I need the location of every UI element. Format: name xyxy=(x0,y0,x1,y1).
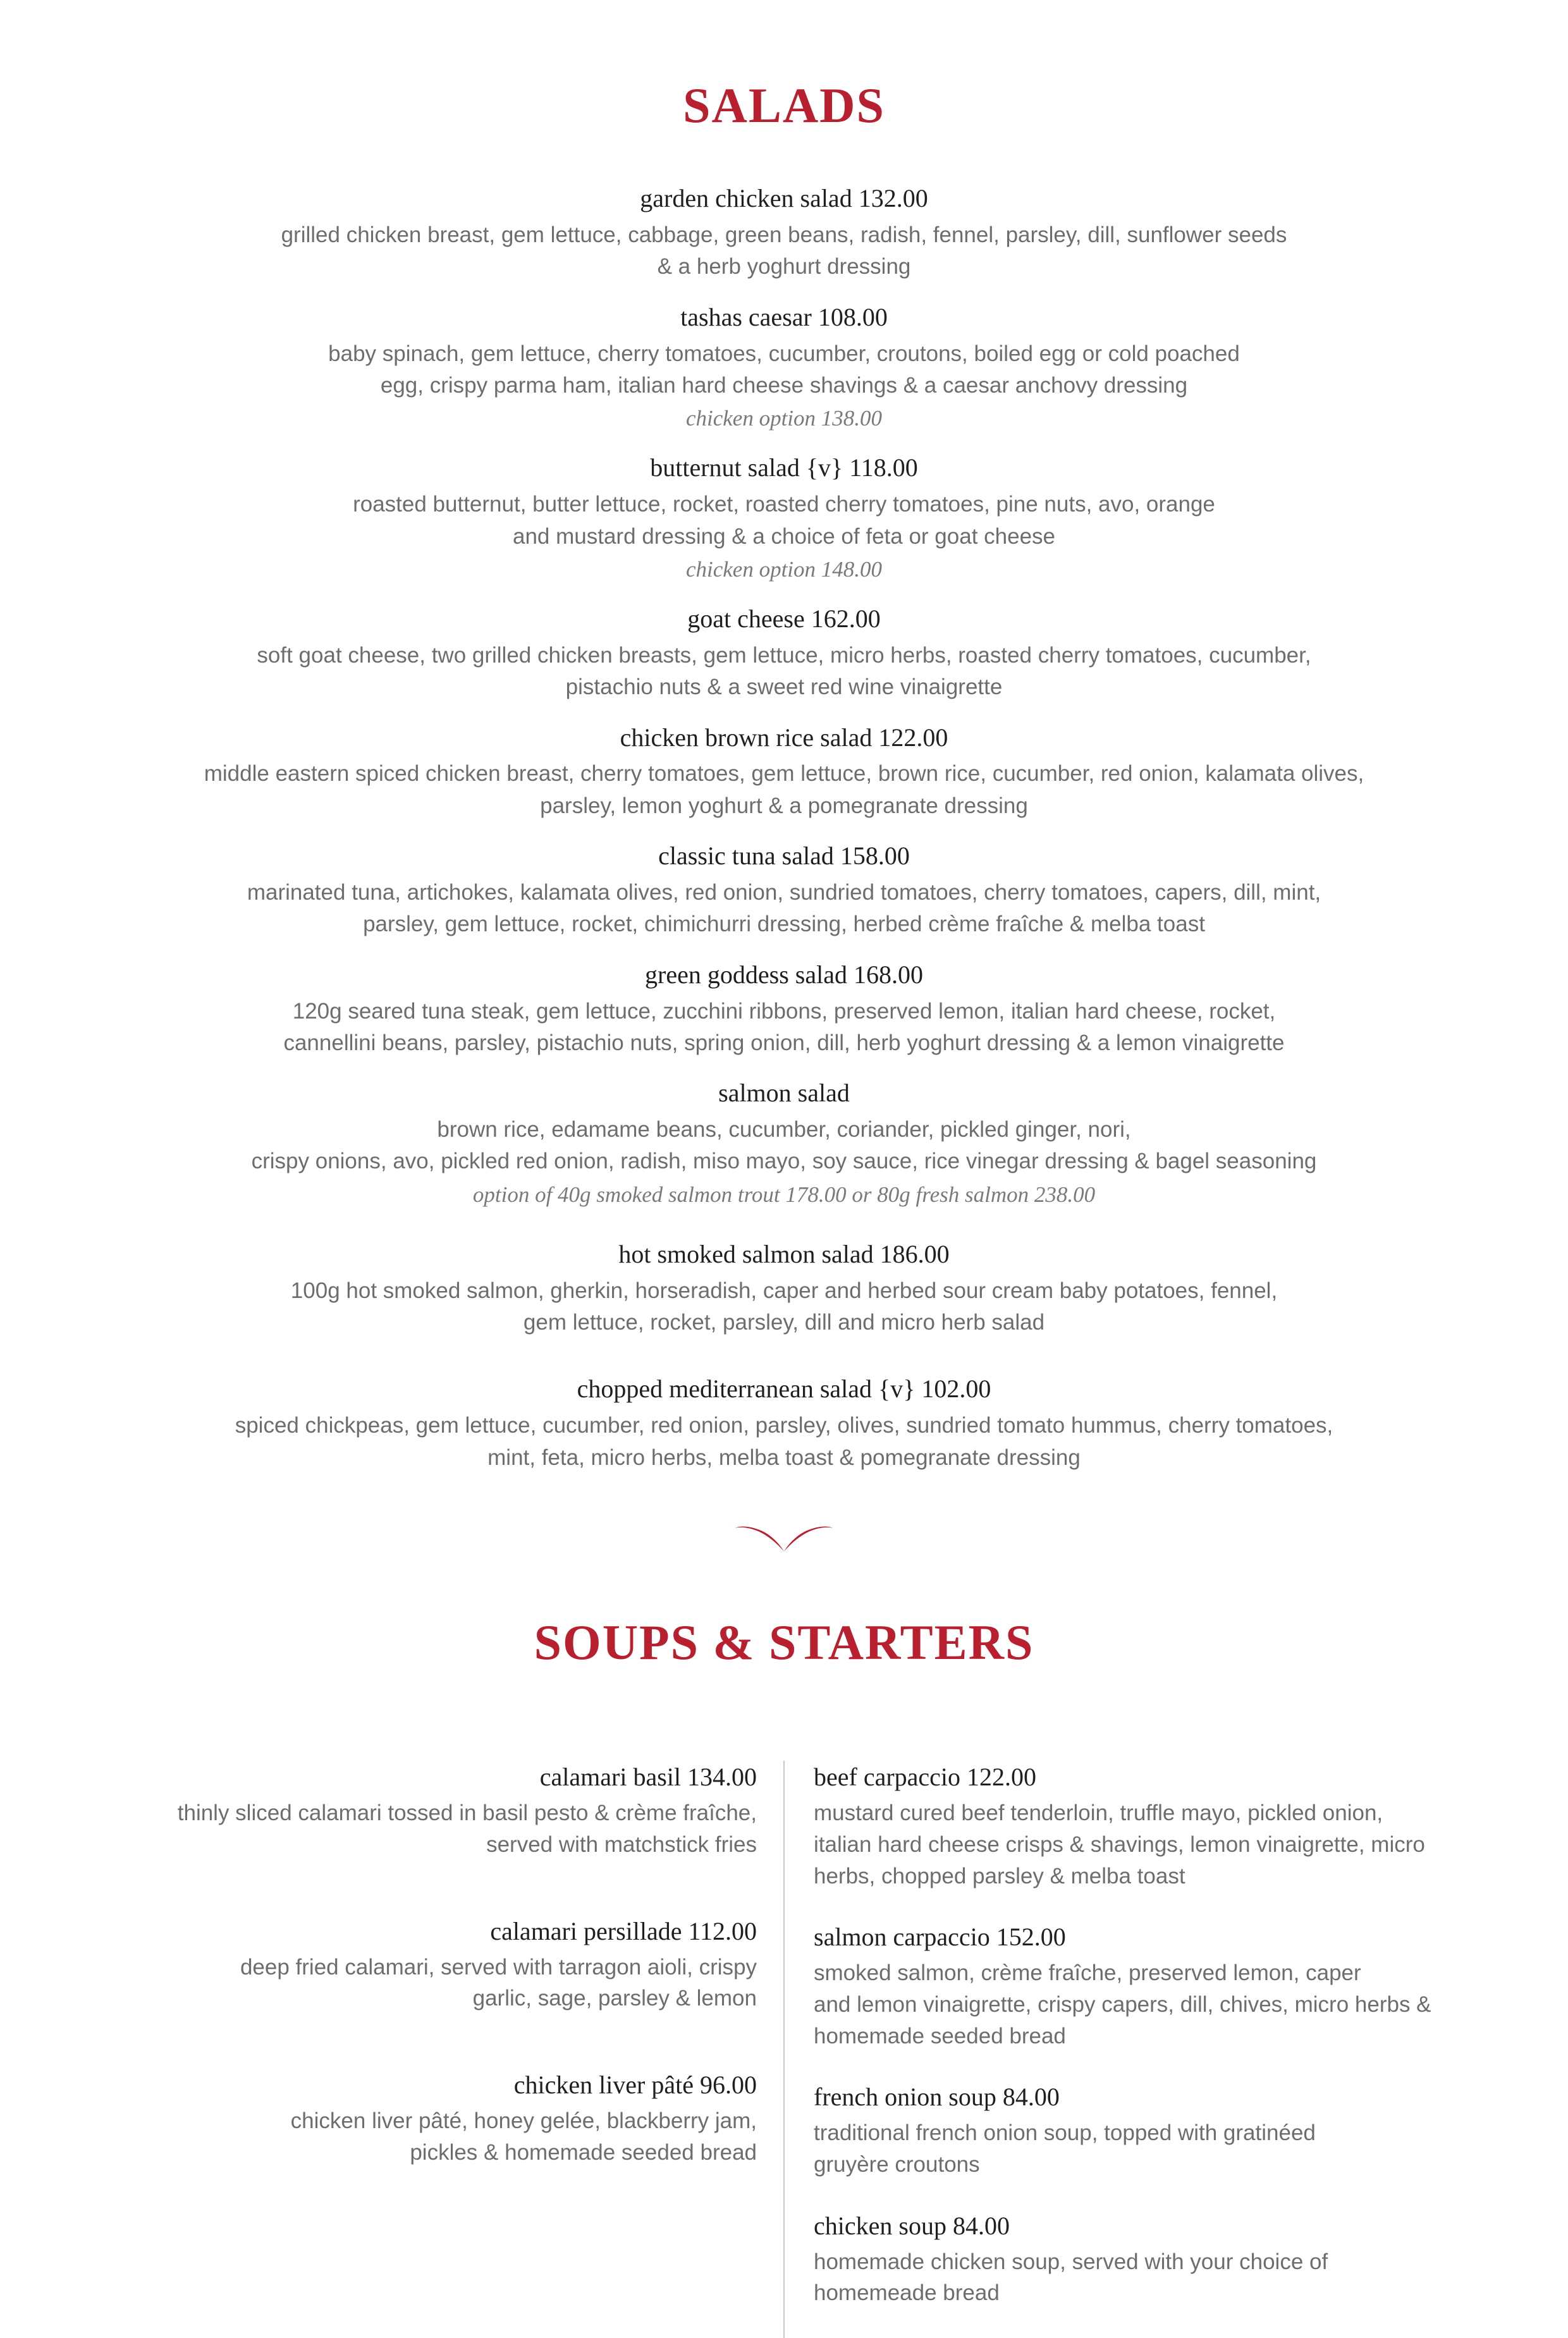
menu-item-garden-chicken-salad xyxy=(158,182,1410,283)
item-name: french onion soup 84.00 xyxy=(814,2083,1060,2112)
item-description: 120g seared tuna steak, gem lettuce, zucchini ribbons, preserved lemon, italian hard cheese, rocket, cannellini beans, parsley, pistachio nuts, spring onion, dill, herb yoghurt dressing & a lemon vinaigrette xyxy=(283,998,1285,1055)
item-name: butternut salad {v} 118.00 xyxy=(650,453,918,482)
item-option: option of 40g smoked salmon trout 178.00 or 80g fresh salmon 238.00 xyxy=(472,1182,1096,1207)
item-name: green goddess salad 168.00 xyxy=(645,960,923,989)
item-description: middle eastern spiced chicken breast, cherry tomatoes, gem lettuce, brown rice, cucumber, red onion, kalamata olives, parsley, lemon yoghurt & a pomegranate dressing xyxy=(204,761,1364,818)
item-name: tashas caesar 108.00 xyxy=(680,302,888,331)
menu-item-french-onion-soup xyxy=(814,2081,1454,2180)
item-name: chicken soup 84.00 xyxy=(814,2211,1010,2240)
item-description: thinly sliced calamari tossed in basil pesto & crème fraîche, served with matchstick fries xyxy=(177,1801,757,1857)
menu-item-hot-smoked-salmon-salad xyxy=(158,1238,1410,1339)
item-name: calamari persillade 112.00 xyxy=(490,1916,757,1945)
item-option: chicken option 138.00 xyxy=(685,406,883,431)
wings-ornament-icon xyxy=(733,1523,835,1557)
item-name: goat cheese 162.00 xyxy=(687,604,881,633)
item-description: 100g hot smoked salmon, gherkin, horseradish, caper and herbed sour cream baby potatoes, fennel, gem lettuce, rocket, parsley, dill and micro herb salad xyxy=(290,1278,1278,1335)
soups-starters-section-title: SOUPS & STARTERS xyxy=(534,1615,1034,1670)
menu-item-chicken-brown-rice-salad xyxy=(158,721,1410,823)
salads-list xyxy=(158,163,1410,1474)
starters-right-column xyxy=(785,1761,1454,2338)
item-option: chicken option 148.00 xyxy=(685,556,883,582)
item-name: classic tuna salad 158.00 xyxy=(658,842,910,871)
item-description: roasted butternut, butter lettuce, rocket, roasted cherry tomatoes, pine nuts, avo, orange and mustard dressing & a choice of feta or goat cheese xyxy=(353,492,1215,549)
item-description: brown rice, edamame beans, cucumber, coriander, pickled ginger, nori, crispy onions, avo, pickled red onion, radish, miso mayo, soy sauce, rice vinegar dressing & bagel seasoning xyxy=(251,1117,1317,1174)
item-description: chicken liver pâté, honey gelée, blackberry jam, pickles & homemade seeded bread xyxy=(290,2108,757,2165)
section-divider xyxy=(0,1523,1568,1557)
item-description: marinated tuna, artichokes, kalamata olives, red onion, sundried tomatoes, cherry tomatoes, capers, dill, mint, parsley, gem lettuce, rocket, chimichurri dressing, herbed crème fraîche & melba toast xyxy=(247,879,1321,937)
menu-item-classic-tuna-salad xyxy=(158,840,1410,941)
menu-item-salmon-carpaccio xyxy=(814,1921,1454,2052)
item-description: soft goat cheese, two grilled chicken breasts, gem lettuce, micro herbs, roasted cherry tomatoes, cucumber, pistachio nuts & a sweet red wine vinaigrette xyxy=(257,642,1311,700)
menu-item-calamari-persillade xyxy=(114,1915,757,2014)
item-description: grilled chicken breast, gem lettuce, cabbage, green beans, radish, fennel, parsley, dill, sunflower seeds & a herb yoghurt dressing xyxy=(281,223,1287,279)
menu-item-chicken-soup xyxy=(814,2210,1454,2309)
menu-item-beef-carpaccio xyxy=(814,1761,1454,1892)
item-description: smoked salmon, crème fraîche, preserved lemon, caper and lemon vinaigrette, crispy capers, dill, chives, micro herbs & homemade seeded bread xyxy=(814,1961,1431,2048)
menu-item-butternut-salad xyxy=(158,451,1410,585)
item-description: traditional french onion soup, topped with gratinéed gruyère croutons xyxy=(814,2121,1316,2177)
item-name: chopped mediterranean salad {v} 102.00 xyxy=(577,1374,991,1404)
menu-item-chicken-liver-pate xyxy=(114,2069,757,2168)
menu-item-goat-cheese xyxy=(158,603,1410,704)
menu-item-tashas-caesar xyxy=(158,301,1410,434)
item-description: baby spinach, gem lettuce, cherry tomatoes, cucumber, croutons, boiled egg or cold poached egg, crispy parma ham, italian hard cheese shavings & a caesar anchovy dressing xyxy=(328,341,1240,398)
item-description: spiced chickpeas, gem lettuce, cucumber, red onion, parsley, olives, sundried tomato hummus, cherry tomatoes, mint, feta, micro herbs, melba toast & pomegranate dressing xyxy=(235,1413,1333,1470)
item-name: garden chicken salad 132.00 xyxy=(640,184,928,213)
item-name: beef carpaccio 122.00 xyxy=(814,1763,1037,1792)
salads-section-title: SALADS xyxy=(683,78,885,133)
item-name: hot smoked salmon salad 186.00 xyxy=(618,1239,950,1268)
starters-left-column xyxy=(114,1761,783,2168)
item-description: mustard cured beef tenderloin, truffle mayo, pickled onion, italian hard cheese crisps & shavings, lemon vinaigrette, micro herbs, chopped parsley & melba toast xyxy=(814,1801,1425,1888)
item-description: homemade chicken soup, served with your choice of homemeade bread xyxy=(814,2249,1328,2306)
item-name: salmon salad xyxy=(718,1079,850,1108)
menu-item-green-goddess-salad xyxy=(158,958,1410,1060)
item-description: deep fried calamari, served with tarragon aioli, crispy garlic, sage, parsley & lemon xyxy=(240,1954,757,2011)
item-name: calamari basil 134.00 xyxy=(539,1763,757,1792)
menu-item-chopped-mediterranean-salad xyxy=(158,1373,1410,1474)
starters-columns xyxy=(114,1700,1454,2338)
menu-item-calamari-basil xyxy=(114,1761,757,1860)
menu-page xyxy=(0,78,1568,2306)
item-name: chicken liver pâté 96.00 xyxy=(513,2071,757,2100)
item-name: salmon carpaccio 152.00 xyxy=(814,1923,1066,1952)
item-name: chicken brown rice salad 122.00 xyxy=(620,723,948,752)
menu-item-salmon-salad xyxy=(158,1077,1410,1210)
